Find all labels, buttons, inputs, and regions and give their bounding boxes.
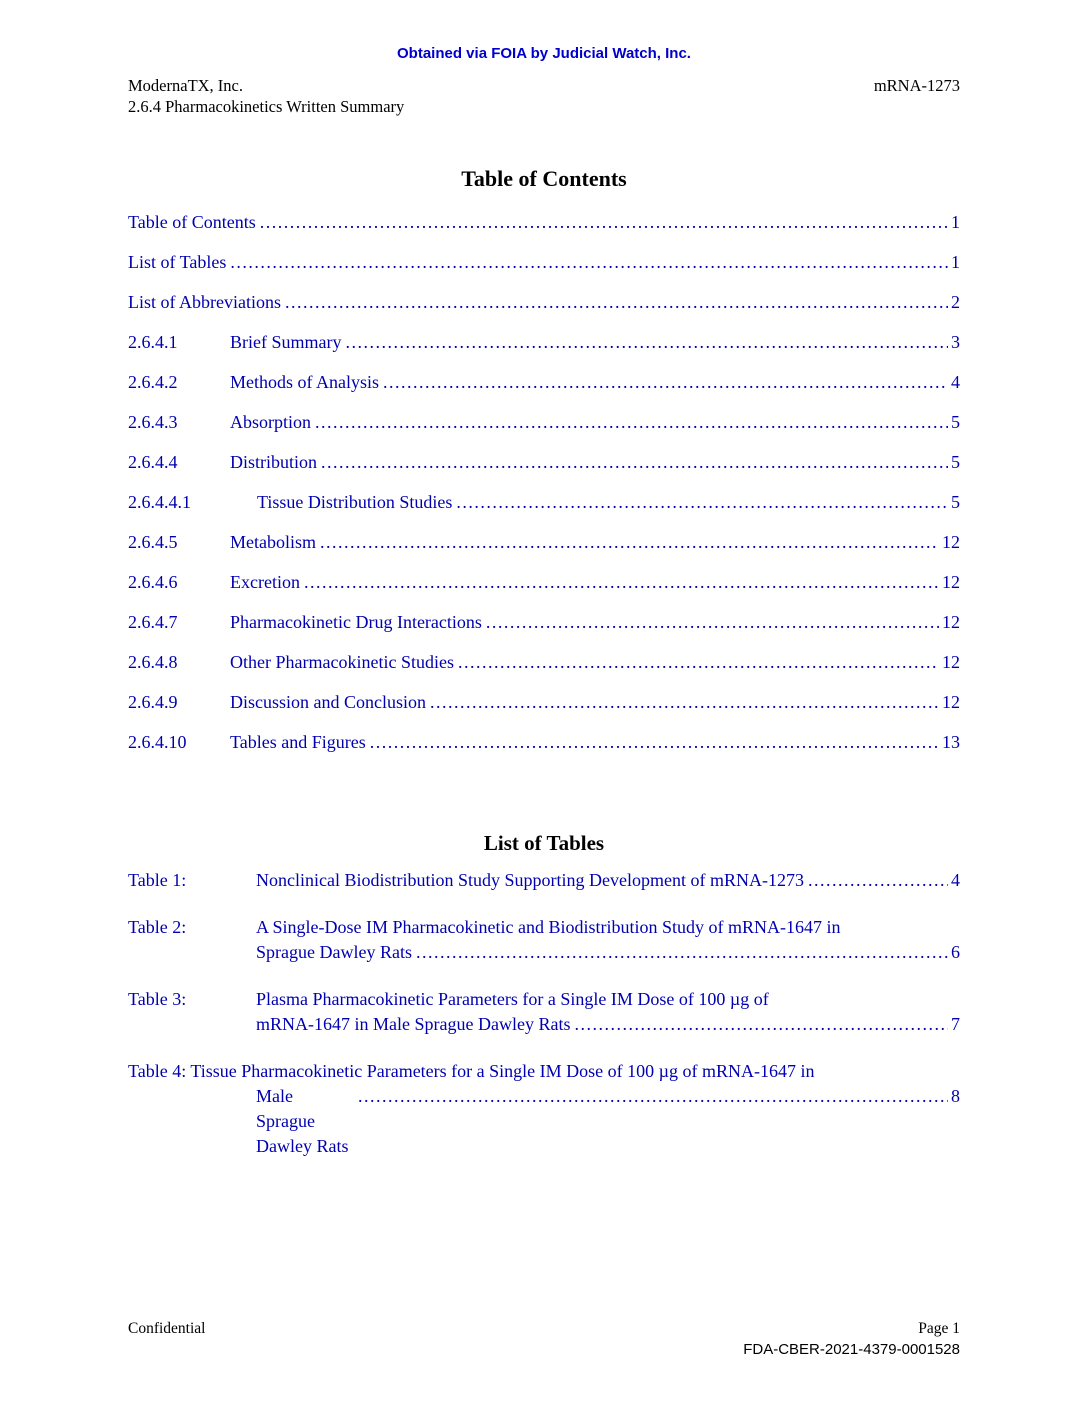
toc-entry-number: 2.6.4.9 bbox=[128, 692, 178, 712]
toc-entry-label: Tables and Figures bbox=[230, 732, 366, 752]
foia-notice: Obtained via FOIA by Judicial Watch, Inc. bbox=[397, 45, 691, 62]
dot-leader bbox=[486, 612, 939, 633]
toc-entry-page: 12 bbox=[942, 692, 960, 712]
toc-list bbox=[128, 212, 960, 753]
toc-entry-number: 2.6.4.5 bbox=[128, 532, 178, 552]
dot-leader bbox=[574, 1012, 948, 1037]
toc-title: Table of Contents bbox=[461, 166, 627, 191]
lot-entry-table-4[interactable] bbox=[128, 1059, 960, 1159]
lot-entry-label: Table 2: bbox=[128, 917, 187, 937]
toc-entry-page: 1 bbox=[951, 252, 960, 272]
toc-entry-label: Excretion bbox=[230, 572, 300, 592]
toc-entry-list-of-abbreviations[interactable] bbox=[128, 292, 960, 313]
toc-entry-list-of-tables[interactable] bbox=[128, 252, 960, 273]
dot-leader bbox=[358, 1084, 948, 1109]
toc-entry-page: 5 bbox=[951, 492, 960, 512]
toc-entry-absorption[interactable] bbox=[128, 412, 960, 433]
toc-entry-number: 2.6.4.6 bbox=[128, 572, 178, 592]
toc-entry-label: Distribution bbox=[230, 452, 318, 472]
toc-entry-table-of-contents[interactable] bbox=[128, 212, 960, 233]
lot-entry-text: Table 4: Tissue Pharmacokinetic Parameters for a Single IM Dose of 100 µg of mRNA-1647 in bbox=[128, 1061, 815, 1081]
toc-entry-label: Table of Contents bbox=[128, 212, 256, 232]
lot-entry-text-continued: Male Sprague Dawley Rats bbox=[256, 1086, 349, 1156]
toc-entry-discussion-and-conclusion[interactable] bbox=[128, 692, 960, 713]
toc-entry-page: 5 bbox=[951, 452, 960, 472]
toc-entry-excretion[interactable] bbox=[128, 572, 960, 593]
toc-entry-page: 12 bbox=[942, 572, 960, 592]
toc-entry-page: 12 bbox=[942, 532, 960, 552]
dot-leader bbox=[416, 940, 948, 965]
dot-leader bbox=[458, 652, 939, 673]
lot-entry-text-continued: mRNA-1647 in Male Sprague Dawley Rats bbox=[256, 1014, 571, 1034]
toc-entry-number: 2.6.4.7 bbox=[128, 612, 178, 632]
product-id: mRNA-1273 bbox=[873, 76, 960, 95]
lot-entry-table-2[interactable] bbox=[128, 915, 960, 965]
toc-entry-pharmacokinetic-drug-interactions[interactable] bbox=[128, 612, 960, 633]
dot-leader bbox=[345, 332, 948, 353]
lot-entry-table-1[interactable] bbox=[128, 868, 960, 893]
document-header bbox=[128, 75, 960, 117]
lot-entry-table-3[interactable] bbox=[128, 987, 960, 1037]
toc-entry-page: 1 bbox=[951, 212, 960, 232]
toc-entry-page: 12 bbox=[942, 612, 960, 632]
toc-entry-number: 2.6.4.10 bbox=[128, 732, 187, 752]
lot-entry-text-continued: Sprague Dawley Rats bbox=[256, 942, 412, 962]
toc-entry-number: 2.6.4.2 bbox=[128, 372, 178, 392]
lot-entry-label: Table 1: bbox=[128, 870, 187, 890]
dot-leader bbox=[304, 572, 939, 593]
list-of-tables bbox=[128, 868, 960, 1159]
toc-entry-page: 4 bbox=[951, 372, 960, 392]
confidential-label: Confidential bbox=[128, 1320, 206, 1337]
company-name: ModernaTX, Inc. bbox=[128, 76, 244, 95]
toc-entry-label: Methods of Analysis bbox=[230, 372, 380, 392]
toc-entry-label: Absorption bbox=[230, 412, 311, 432]
lot-entry-text: Plasma Pharmacokinetic Parameters for a Single IM Dose of 100 µg of bbox=[256, 989, 769, 1009]
toc-entry-tables-and-figures[interactable] bbox=[128, 732, 960, 753]
dot-leader bbox=[808, 868, 948, 893]
lot-entry-page: 7 bbox=[951, 1014, 960, 1034]
lot-entry-label: Table 3: bbox=[128, 989, 187, 1009]
toc-entry-methods-of-analysis[interactable] bbox=[128, 372, 960, 393]
toc-entry-label: Pharmacokinetic Drug Interactions bbox=[230, 612, 482, 632]
toc-entry-page: 12 bbox=[942, 652, 960, 672]
lot-entry-text: A Single-Dose IM Pharmacokinetic and Biodistribution Study of mRNA-1647 in bbox=[256, 917, 841, 937]
dot-leader bbox=[320, 532, 939, 553]
dot-leader bbox=[383, 372, 948, 393]
dot-leader bbox=[430, 692, 939, 713]
toc-entry-page: 5 bbox=[951, 412, 960, 432]
lot-entry-page: 6 bbox=[951, 942, 960, 962]
toc-entry-brief-summary[interactable] bbox=[128, 332, 960, 353]
fda-document-number: FDA-CBER-2021-4379-0001528 bbox=[743, 1341, 960, 1358]
dot-leader bbox=[456, 492, 948, 513]
section-line: 2.6.4 Pharmacokinetics Written Summary bbox=[128, 97, 405, 116]
page-number-label: Page 1 bbox=[918, 1320, 960, 1337]
dot-leader bbox=[315, 412, 948, 433]
toc-entry-number: 2.6.4.8 bbox=[128, 652, 178, 672]
toc-entry-distribution[interactable] bbox=[128, 452, 960, 473]
toc-entry-metabolism[interactable] bbox=[128, 532, 960, 553]
dot-leader bbox=[321, 452, 948, 473]
dot-leader bbox=[285, 292, 948, 313]
toc-entry-label: Brief Summary bbox=[230, 332, 342, 352]
page-footer bbox=[128, 1318, 960, 1360]
lot-entry-page: 4 bbox=[951, 870, 960, 890]
dot-leader bbox=[260, 212, 948, 233]
toc-entry-other-pharmacokinetic-studies[interactable] bbox=[128, 652, 960, 673]
dot-leader bbox=[370, 732, 939, 753]
toc-entry-label: Tissue Distribution Studies bbox=[257, 492, 453, 512]
lot-entry-page: 8 bbox=[951, 1086, 960, 1106]
lot-entry-text: Nonclinical Biodistribution Study Supporting Development of mRNA-1273 bbox=[256, 870, 804, 890]
dot-leader bbox=[230, 252, 948, 273]
list-of-tables-title: List of Tables bbox=[483, 831, 605, 855]
toc-entry-label: Other Pharmacokinetic Studies bbox=[230, 652, 454, 672]
toc-entry-number: 2.6.4.4.1 bbox=[128, 492, 191, 512]
toc-entry-number: 2.6.4.1 bbox=[128, 332, 178, 352]
toc-entry-tissue-distribution-studies[interactable] bbox=[128, 492, 960, 513]
toc-entry-number: 2.6.4.4 bbox=[128, 452, 178, 472]
toc-entry-label: Discussion and Conclusion bbox=[230, 692, 426, 712]
toc-entry-label: Metabolism bbox=[230, 532, 316, 552]
toc-entry-label: List of Abbreviations bbox=[128, 292, 281, 312]
toc-entry-page: 2 bbox=[951, 292, 960, 312]
toc-entry-page: 13 bbox=[942, 732, 960, 752]
toc-entry-page: 3 bbox=[951, 332, 960, 352]
toc-entry-label: List of Tables bbox=[128, 252, 227, 272]
toc-entry-number: 2.6.4.3 bbox=[128, 412, 178, 432]
